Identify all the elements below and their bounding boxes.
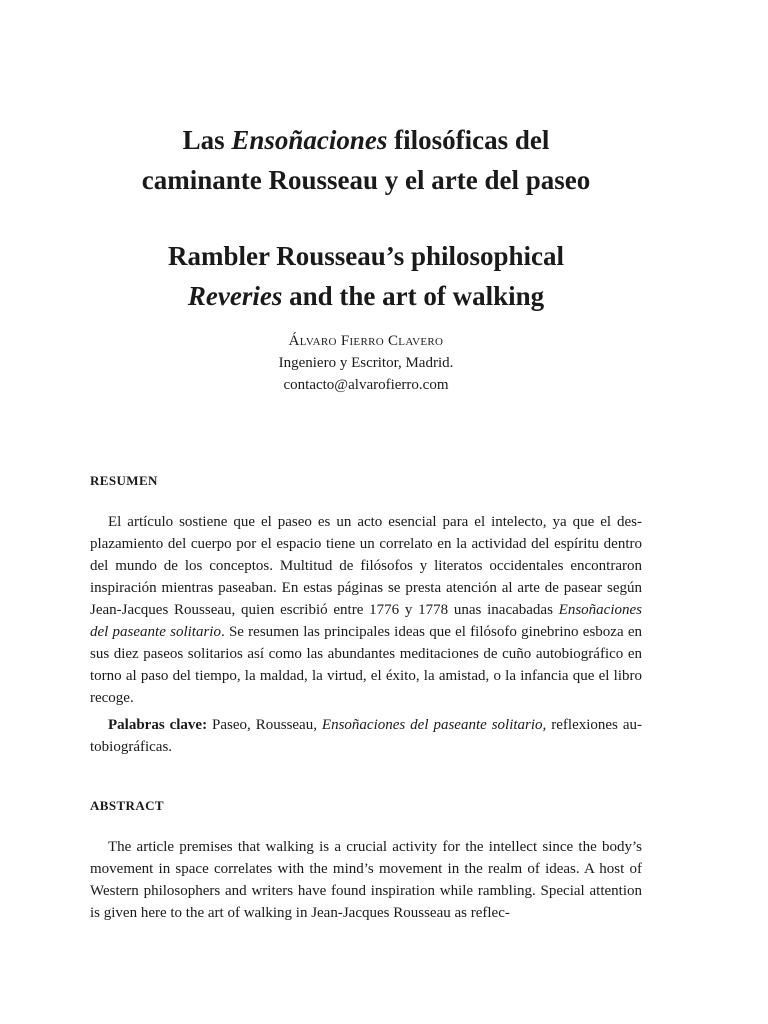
spanish-title-pre: Las [182, 125, 232, 155]
spanish-title-line-1 [90, 120, 642, 160]
abstract-heading: ABSTRACT [90, 798, 164, 813]
keywords-book-title: Ensoñaciones del paseante solitario, [321, 717, 547, 733]
english-title-line-1: Rambler Rousseau’s philosophical [167, 241, 565, 271]
keywords-paragraph [90, 714, 642, 758]
author-block [90, 330, 642, 396]
resumen-book-title: Ensoñaciones del paseante solitario [90, 602, 642, 640]
resumen-heading: RESUMEN [90, 473, 158, 488]
resumen-paragraph [90, 511, 642, 709]
english-title-line-2 [90, 276, 642, 316]
author-affiliation: Ingeniero y Escritor, Madrid. [278, 355, 454, 371]
spanish-title [90, 120, 642, 200]
keywords-label: Palabras clave: [108, 717, 208, 733]
keywords-text-2: reflexiones autobiográficas. [90, 717, 642, 755]
spanish-title-italic: Ensoñaciones [231, 125, 388, 155]
resumen-text-1: El artículo sostiene que el paseo es un acto esencial para el intelecto, ya que el desplazamiento del cuerpo por el espacio tiene un correlato en la actividad del espíritu dentro del mundo de los conceptos. Multitud de filósofos y literatos occidentales encontraron inspiración mientras paseaban. En estas páginas se presta atención al arte de pasear según Jean-Jacques Rousseau, quien escribió entre 1776 y 1778 unas inacabadas [90, 514, 642, 618]
english-title-post: and the art of walking [282, 281, 545, 311]
spanish-title-post: filosóficas del [387, 125, 550, 155]
abstract-paragraph: The article premises that walking is a crucial activity for the intellect since the body’s movement in space correlates with the mind’s movement in the realm of ideas. A host of Western philosophers and writers have found inspiration while rambling. Special attention is given here to the art of walking in Jean-Jacques Rousseau as reflec- [90, 839, 642, 921]
resumen-text-2: . Se resumen las principales ideas que el filósofo ginebrino esboza en sus diez paseos solitarios así como las abundantes meditaciones de cuño autobiográfico en torno al paso del tiempo, la maldad, la virtud, el éxito, la amistad, o la infancia que el libro recoge. [90, 624, 642, 706]
author-email: contacto@alvarofierro.com [283, 377, 449, 393]
english-title-italic: Reveries [187, 281, 283, 311]
english-title [90, 236, 642, 316]
author-name: Álvaro Fierro Clavero [288, 333, 444, 349]
keywords-text-1: Paseo, Rousseau, [207, 717, 322, 733]
spanish-title-line-2: caminante Rousseau y el arte del paseo [141, 165, 591, 195]
